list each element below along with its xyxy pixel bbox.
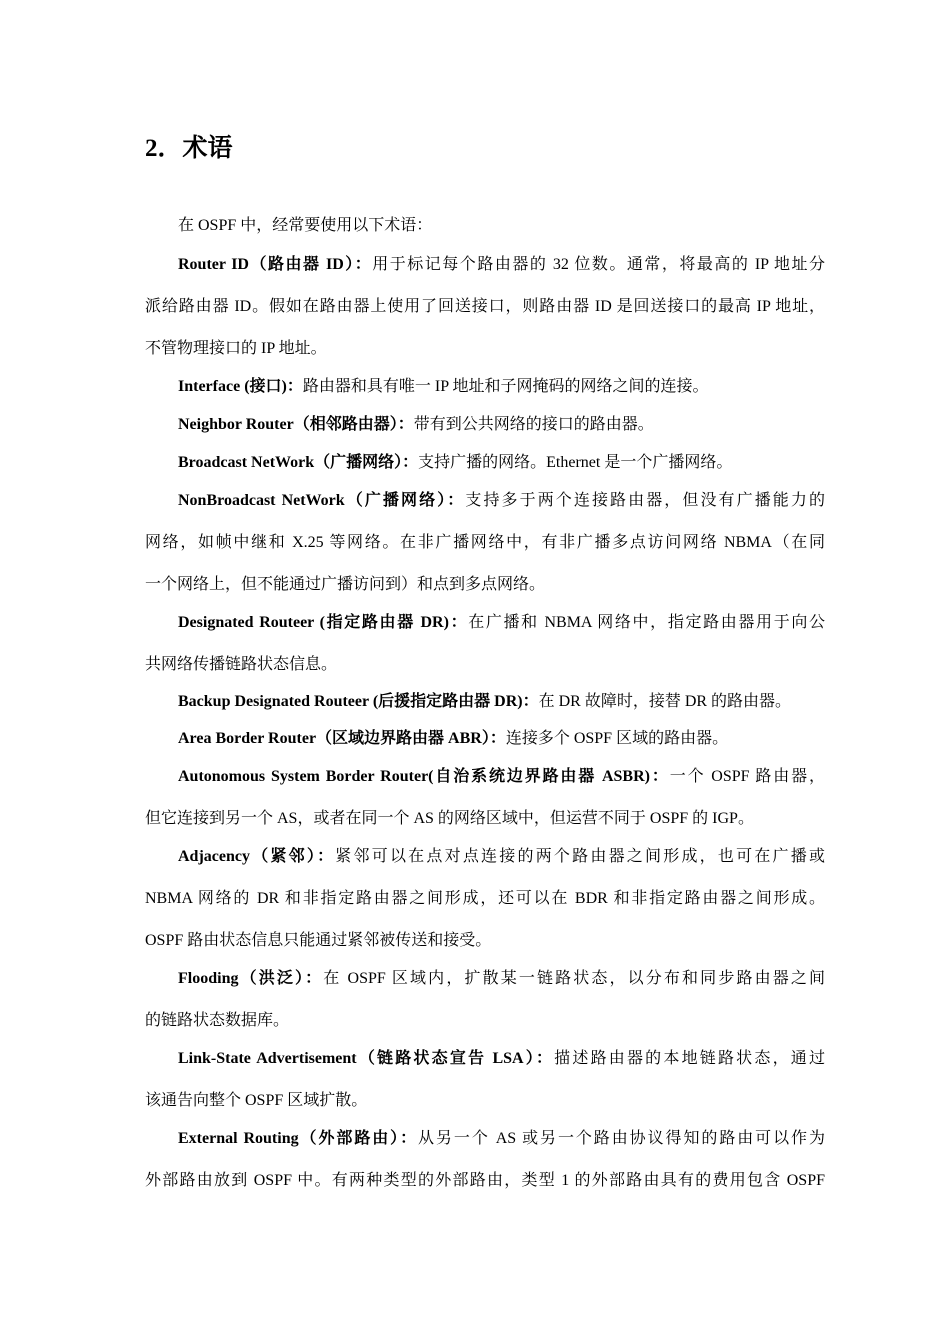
term-router-id	[178, 254, 825, 276]
term-text: 带有到公共网络的接口的路由器。	[413, 416, 654, 433]
term-adjacency-line-3: OSPF 路由状态信息只能通过紧邻被传送和接受。	[145, 932, 492, 949]
term-text: 在广播和 NBMA 网络中，指定路由器用于向公	[468, 614, 825, 631]
term-text: 连接多个 OSPF 区域的路由器。	[505, 730, 729, 747]
term-text: 在 OSPF 区域内，扩散某一链路状态，以分布和同步路由器之间	[323, 970, 825, 987]
term-text: 描述路由器的本地链路状态，通过	[554, 1050, 825, 1067]
section-heading: 2．术语	[145, 135, 233, 162]
term-external-routing	[178, 1128, 825, 1150]
term-designated-router	[178, 612, 825, 634]
term-adjacency	[178, 846, 825, 868]
term-text: 在 DR 故障时，接替 DR 的路由器。	[538, 693, 792, 710]
term-label: Flooding（洪泛）：	[178, 970, 324, 987]
term-text: 支持广播的网络。Ethernet 是一个广播网络。	[418, 454, 733, 471]
term-adjacency-line-2: NBMA 网络的 DR 和非指定路由器之间形成，还可以在 BDR 和非指定路由器之间形成。	[145, 890, 825, 907]
term-external-routing-line-2: 外部路由放到 OSPF 中。有两种类型的外部路由，类型 1 的外部路由具有的费用包含 OSPF	[145, 1172, 825, 1189]
term-label: NonBroadcast NetWork（广播网络）：	[178, 492, 466, 509]
term-label: Autonomous System Border Router(自治系统边界路由器 ASBR)：	[178, 768, 670, 785]
term-text: 从另一个 AS 或另一个路由协议得知的路由可以作为	[418, 1130, 825, 1147]
term-label: External Routing（外部路由）：	[178, 1130, 419, 1147]
term-label: Interface (接口)：	[178, 378, 303, 395]
term-asbr	[178, 766, 825, 788]
term-interface	[178, 376, 825, 398]
term-label: Broadcast NetWork（广播网络）：	[178, 454, 419, 471]
term-label: Adjacency（紧邻）：	[178, 848, 336, 865]
term-text: 紧邻可以在点对点连接的两个路由器之间形成，也可在广播或	[335, 848, 825, 865]
term-area-border-router	[178, 728, 825, 750]
term-nonbroadcast-network-line-3: 一个网络上，但不能通过广播访问到）和点到多点网络。	[145, 576, 546, 593]
term-router-id-line-3: 不管物理接口的 IP 地址。	[145, 340, 327, 357]
term-lsa-line-2: 该通告向整个 OSPF 区域扩散。	[145, 1092, 368, 1109]
term-designated-router-line-2: 共网络传播链路状态信息。	[145, 656, 338, 673]
term-label: Link-State Advertisement（链路状态宣告 LSA）：	[178, 1050, 555, 1067]
term-router-id-line-2: 派给路由器 ID。假如在路由器上使用了回送接口，则路由器 ID 是回送接口的最高 IP 地址，	[145, 298, 825, 315]
term-label: Router ID（路由器 ID）：	[178, 256, 373, 273]
term-label: Designated Routeer (指定路由器 DR)：	[178, 614, 469, 631]
term-flooding	[178, 968, 825, 990]
term-label: Neighbor Router（相邻路由器）：	[178, 416, 414, 433]
term-label: Area Border Router（区域边界路由器 ABR）：	[178, 730, 506, 747]
term-flooding-line-2: 的链路状态数据库。	[145, 1012, 290, 1029]
term-text: 支持多于两个连接路由器，但没有广播能力的	[465, 492, 825, 509]
term-nonbroadcast-network-line-2: 网络，如帧中继和 X.25 等网络。在非广播网络中，有非广播多点访问网络 NBMA（在同	[145, 534, 825, 551]
term-neighbor-router	[178, 414, 825, 436]
term-backup-designated-router	[178, 691, 825, 713]
term-asbr-line-2: 但它连接到另一个 AS，或者在同一个 AS 的网络区域中，但运营不同于 OSPF 的 IGP。	[145, 810, 754, 827]
term-text: 一个 OSPF 路由器，	[669, 768, 825, 785]
term-text: 用于标记每个路由器的 32 位数。通常，将最高的 IP 地址分	[372, 256, 825, 273]
term-nonbroadcast-network	[178, 490, 825, 512]
term-broadcast-network	[178, 452, 825, 474]
term-text: 路由器和具有唯一 IP 地址和子网掩码的网络之间的连接。	[302, 378, 709, 395]
term-label: Backup Designated Routeer (后援指定路由器 DR)：	[178, 693, 539, 710]
term-lsa	[178, 1048, 825, 1070]
intro-paragraph: 在 OSPF 中，经常要使用以下术语：	[178, 217, 433, 234]
